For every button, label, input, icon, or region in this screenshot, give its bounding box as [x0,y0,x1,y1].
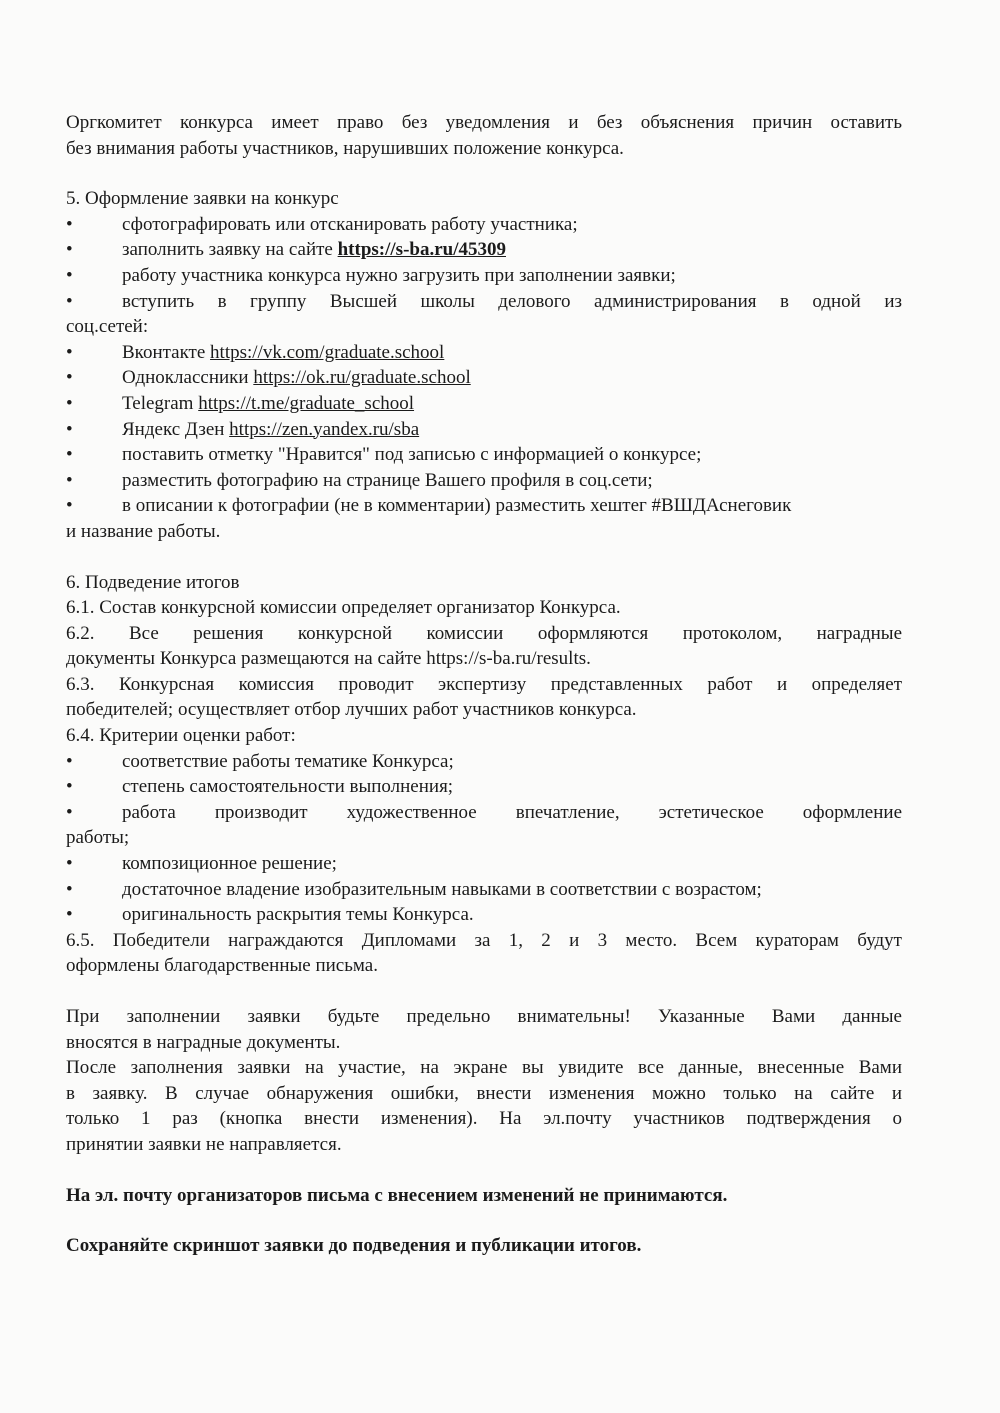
bullet-icon: • [66,367,73,389]
bullet-icon: • [66,264,73,286]
bullet-icon: • [66,418,73,440]
criteria-item: • достаточное владение изобразительным навыками в соответствии с возрастом; [66,877,902,903]
criteria-item: • композиционное решение; [66,851,902,877]
bullet-icon: • [66,392,73,414]
bullet-icon: • [66,495,73,517]
list-item-continuation: и название работы. [66,520,221,542]
notice-line-1: При заполнении заявки будьте предельно внимательны! Указанные Вами данные [66,1006,902,1027]
section5-heading: 5. Оформление заявки на конкурс [66,188,339,210]
clause-6-2-line-2: документы Конкурса размещаются на сайте https://s-ba.ru/results. [66,648,591,670]
bullet-icon: • [66,469,73,491]
clause-6-5-line-2: оформлены благодарственные письма. [66,955,378,977]
ok-link[interactable]: https://ok.ru/graduate.school [253,367,471,389]
criteria-item: • оригинальность раскрытия темы Конкурса. [66,902,902,928]
list-item: • поставить отметку "Нравится" под записью с информацией о конкурсе; [66,442,902,468]
vk-link[interactable]: https://vk.com/graduate.school [210,341,445,363]
section6-heading: 6. Подведение итогов [66,571,240,593]
document-page [66,110,902,1259]
bullet-icon: • [66,776,73,798]
spacer [66,979,902,1004]
notice-line-4: в заявку. В случае обнаружения ошибки, внести изменения можно только на сайте и [66,1082,902,1104]
list-item: • Telegram https://t.me/graduate_school [66,391,902,417]
clause-6-1: 6.1. Состав конкурсной комиссии определяет организатор Конкурса. [66,597,621,619]
list-item: • Вконтакте https://vk.com/graduate.school [66,340,902,366]
bold-note-2: Сохраняйте скриншот заявки до подведения и публикации итогов. [66,1235,642,1257]
list-item: • заполнить заявку на сайте https://s-ba.ru/45309 [66,237,902,263]
spacer [66,1158,902,1183]
notice-line-5: только 1 раз (кнопка внести изменения). На эл.почту участников подтверждения о [66,1108,902,1130]
list-item: • в описании к фотографии (не в комментарии) разместить хештег #ВШДАснеговик [66,493,902,519]
bullet-icon: • [66,290,73,312]
clause-6-2-line-1: 6.2. Все решения конкурсной комиссии оформляются протоколом, наградные [66,622,902,644]
notice-line-2: вносятся в наградные документы. [66,1031,341,1053]
notice-line-3: После заполнения заявки на участие, на экране вы увидите все данные, внесенные Вами [66,1057,902,1079]
clause-6-3-line-2: победителей; осуществляет отбор лучших работ участников конкурса. [66,699,637,721]
notice-line-6: принятии заявки не направляется. [66,1133,342,1155]
bullet-icon: • [66,853,73,875]
list-item: • Одноклассники https://ok.ru/graduate.school [66,365,902,391]
bullet-icon: • [66,750,73,772]
list-item: • работу участника конкурса нужно загрузить при заполнении заявки; [66,263,902,289]
intro-line-2: без внимания работы участников, нарушивших положение конкурса. [66,137,624,159]
bullet-icon: • [66,878,73,900]
bullet-icon: • [66,341,73,363]
clause-6-4: 6.4. Критерии оценки работ: [66,725,296,747]
spacer [66,1208,902,1233]
list-item: • разместить фотографию на странице Вашего профиля в соц.сети; [66,468,902,494]
site-link[interactable]: https://s-ba.ru/45309 [337,239,506,261]
bullet-icon: • [66,801,73,823]
bullet-icon: • [66,239,73,261]
list-item-continuation: соц.сетей: [66,316,149,338]
criteria-item: • соответствие работы тематике Конкурса; [66,749,902,775]
telegram-link[interactable]: https://t.me/graduate_school [198,392,415,414]
intro-line-1: Оргкомитет конкурса имеет право без уведомления и без объяснения причин оставить [66,112,902,133]
list-item: • Яндекс Дзен https://zen.yandex.ru/sba [66,417,902,443]
bullet-icon: • [66,213,73,235]
bullet-icon: • [66,444,73,466]
zen-link[interactable]: https://zen.yandex.ru/sba [229,418,420,440]
clause-6-5-line-1: 6.5. Победители награждаются Дипломами за 1, 2 и 3 место. Всем кураторам будут [66,929,902,951]
list-item: • сфотографировать или отсканировать работу участника; [66,212,902,238]
spacer [66,545,902,570]
criteria-item: • степень самостоятельности выполнения; [66,774,902,800]
bold-note-1: На эл. почту организаторов письма с внесением изменений не принимаются. [66,1184,728,1206]
criteria-item-continuation: работы; [66,827,130,849]
spacer [66,161,902,186]
criteria-item: • работа производит художественное впечатление, эстетическое оформление [66,800,902,826]
bullet-icon: • [66,904,73,926]
list-item: • вступить в группу Высшей школы делового администрирования в одной из [66,289,902,315]
clause-6-3-line-1: 6.3. Конкурсная комиссия проводит экспертизу представленных работ и определяет [66,673,902,695]
